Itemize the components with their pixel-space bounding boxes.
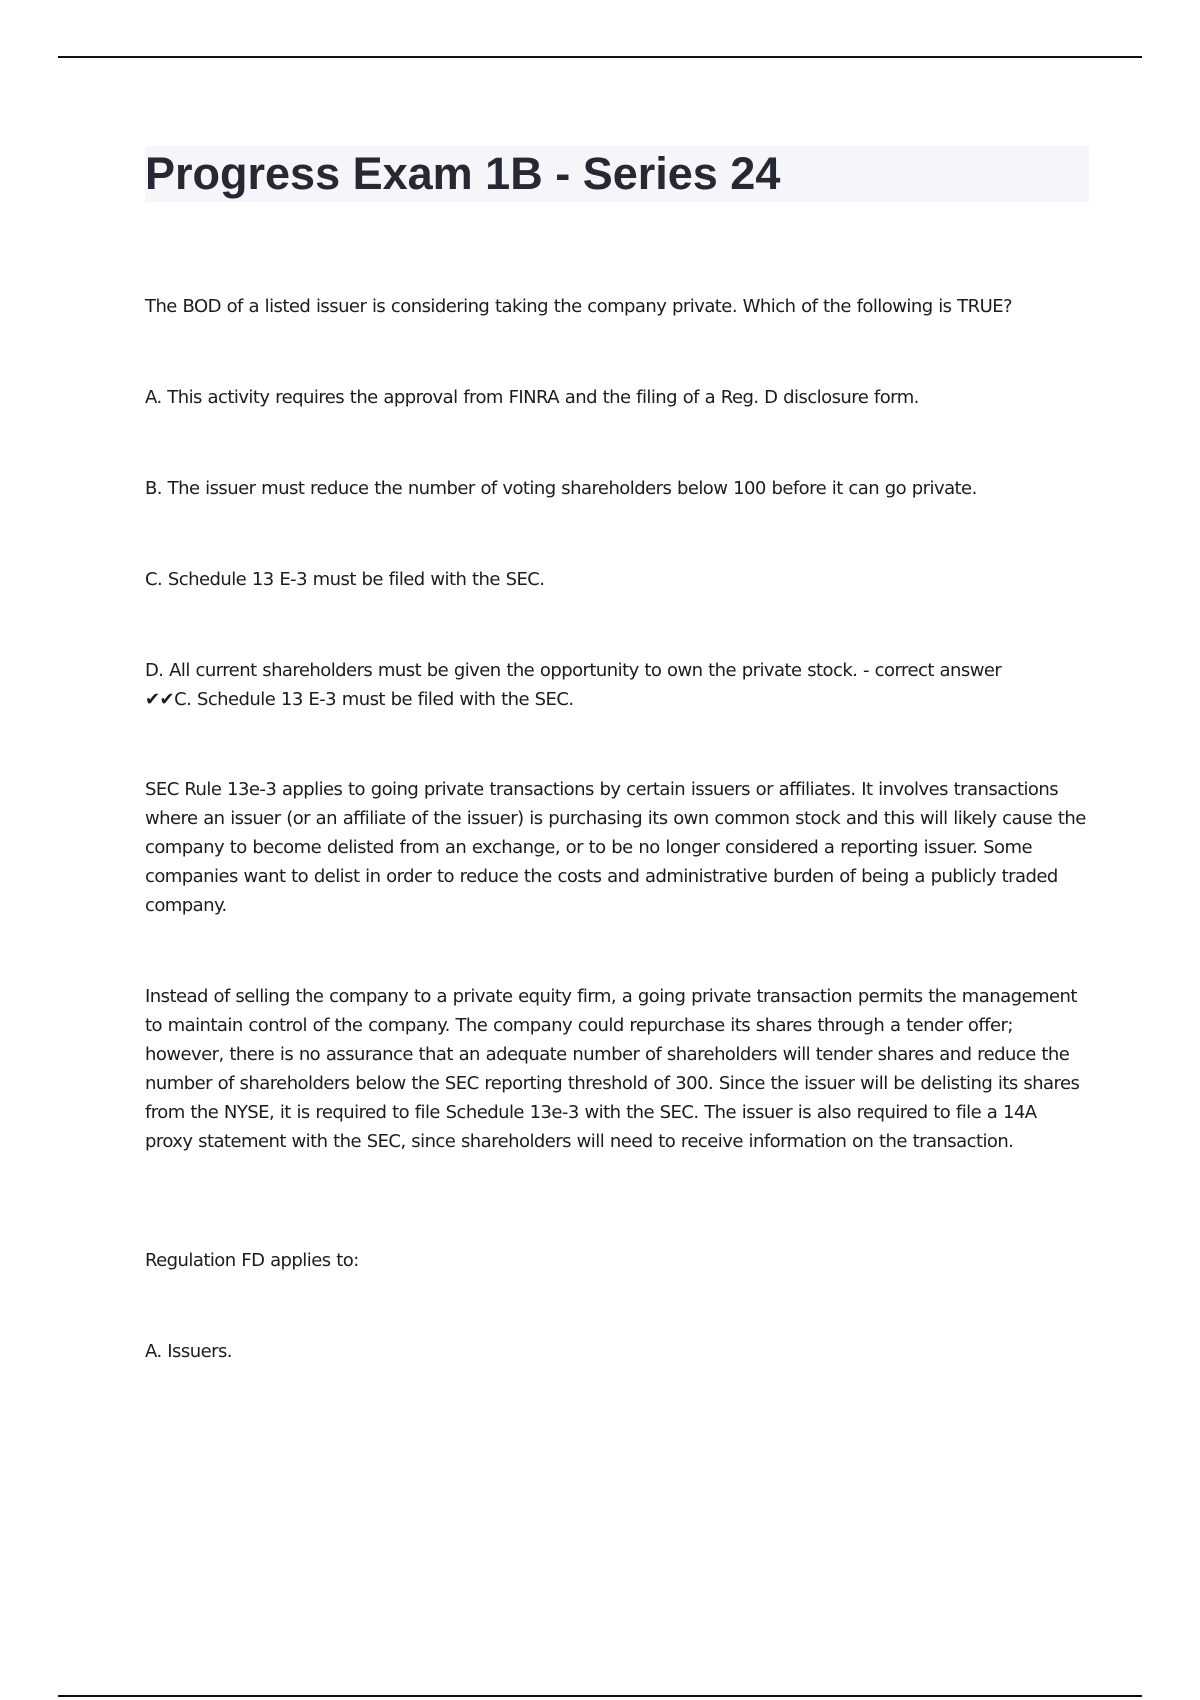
- document-body: [145, 146, 1089, 1362]
- question-1-answer-text: C. Schedule 13 E-3 must be filed with the SEC.: [174, 689, 574, 710]
- bottom-divider: [58, 1695, 1142, 1697]
- question-2-prompt: Regulation FD applies to:: [145, 1250, 359, 1271]
- check-marks-icon: ✔✔: [145, 689, 175, 710]
- title-band: [145, 146, 1089, 202]
- question-1-explanation-1: SEC Rule 13e-3 applies to going private transactions by certain issuers or affiliates. It involves transactions where an issuer (or an affiliate of the issuer) is purchasing its own common stock and this will likely cause the company to become delisted from an exchange, or to be no longer considered a reporting issuer. Some companies want to delist in order to reduce the costs and administrative burden of being a publicly traded company.: [145, 779, 1086, 916]
- question-2-option-a: A. Issuers.: [145, 1341, 232, 1362]
- top-divider: [58, 56, 1142, 58]
- question-1-option-c: C. Schedule 13 E-3 must be filed with the SEC.: [145, 569, 545, 590]
- question-1-explanation-2: Instead of selling the company to a private equity firm, a going private transaction permits the management to maintain control of the company. The company could repurchase its shares through a tender offer; however, there is no assurance that an adequate number of shareholders will tender shares and reduce the number of shareholders below the SEC reporting threshold of 300. Since the issuer will be delisting its shares from the NYSE, it is required to file Schedule 13e-3 with the SEC. The issuer is also required to file a 14A proxy statement with the SEC, since shareholders will need to receive information on the transaction.: [145, 986, 1080, 1152]
- question-1-prompt: The BOD of a listed issuer is considering taking the company private. Which of the following is TRUE?: [145, 296, 1013, 317]
- question-1-answer: [145, 685, 1089, 714]
- question-1-option-b: B. The issuer must reduce the number of voting shareholders below 100 before it can go private.: [145, 478, 977, 499]
- page-title: Progress Exam 1B - Series 24: [145, 148, 781, 199]
- question-1-option-a: A. This activity requires the approval from FINRA and the filing of a Reg. D disclosure form.: [145, 387, 919, 408]
- question-1-option-d-block: [145, 656, 1089, 714]
- question-1-option-d: D. All current shareholders must be given the opportunity to own the private stock. - correct answer: [145, 660, 1002, 681]
